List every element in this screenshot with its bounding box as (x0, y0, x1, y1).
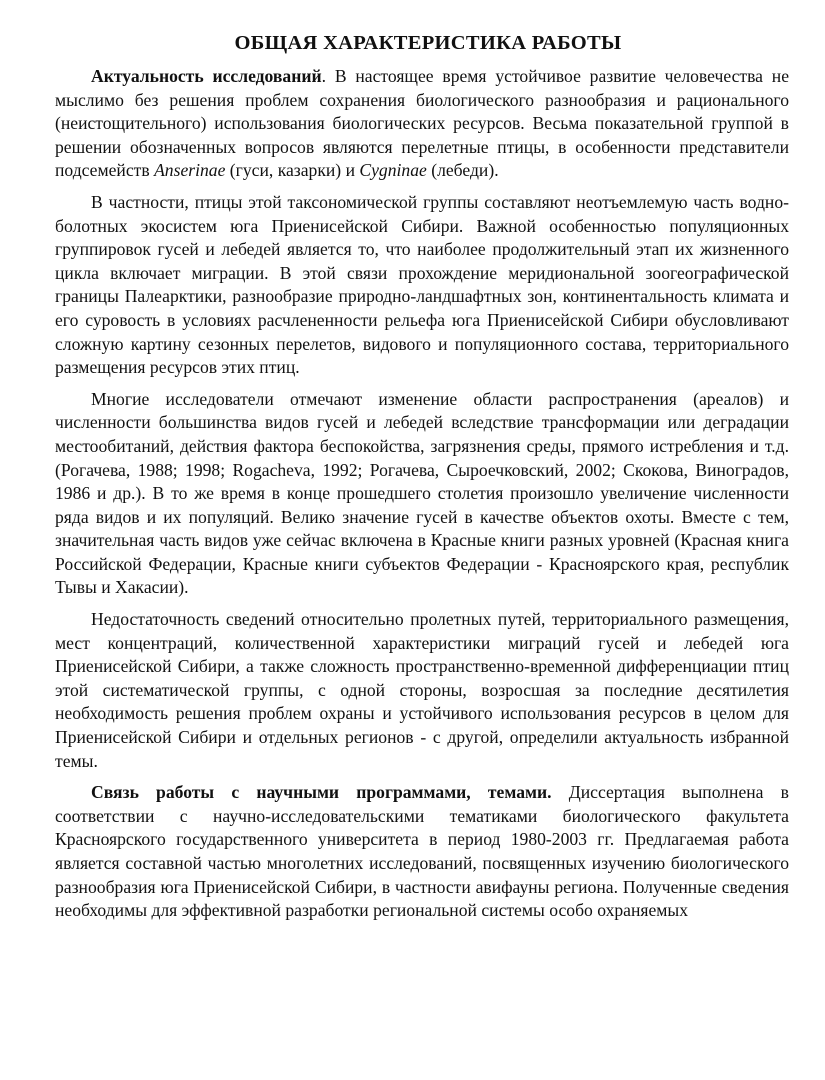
paragraph-text: . В настоящее время устойчивое развитие человечества не мыслимо без решения проблем сохранения биологического разнообразия и рационального (неистощительного) использования биологических ресурсов. Весьма показательной группой в решении обозначенных вопросов являются перелетные птицы, в особенности представители подсемейств (55, 66, 790, 181)
document-page (55, 32, 789, 931)
paragraph-programs (55, 781, 789, 923)
paragraph-text: (лебеди). (426, 160, 499, 181)
paragraph-text: (гуси, казарки) и (225, 160, 360, 181)
taxon-name: Cygninae (359, 160, 427, 181)
paragraph-insufficiency: Недостаточность сведений относительно пролетных путей, территориального размещения, мест концентраций, количественной характеристики миграций гусей и лебедей юга Приенисейской Сибири, а также сложность пространственно-временной дифференциации птиц этой систематической группы, с одной стороны, возросшая за последние десятилетия необходимость решения проблем охраны и устойчивого использования ресурсов в целом для Приенисейской Сибири и отдельных регионов - с другой, определили актуальность избранной темы. (55, 609, 789, 771)
paragraph-relevance (55, 65, 789, 183)
page-title: ОБЩАЯ ХАРАКТЕРИСТИКА РАБОТЫ (234, 32, 622, 54)
paragraph-researchers: Многие исследователи отмечают изменение области распространения (ареалов) и численности большинства видов гусей и лебедей вследствие трансформации или деградации местообитаний, действия фактора беспокойства, загрязнения среды, прямого истребления и т.д. (Рогачева, 1988; 1998; Rogacheva, 1992; Рогачева, Сыроечковский, 2002; Скокова, Виноградов, 1986 и др.). В то же время в конце прошедшего столетия произошло увеличение численности ряда видов и их популяций. Велико значение гусей в качестве объектов охоты. Вместе с тем, значительная часть видов уже сейчас включена в Красные книги разных уровней (Красная книга Российской Федерации, Красные книги субъектов Федерации - Красноярского края, республик Тывы и Хакасии). (55, 388, 789, 598)
paragraph-heading-relevance: Актуальность исследований (91, 66, 322, 86)
paragraph-taxonomy: В частности, птицы этой таксономической группы составляют неотъемлемую часть водно-болотных экосистем юга Приенисейской Сибири. Важной особенностью популяционных группировок гусей и лебедей является то, что наиболее продолжительный этап их жизненного цикла включает миграции. В этой связи прохождение меридиональной зоогеографической границы Палеарктики, разнообразие природно-ландшафтных зон, континентальность климата и его суровость в условиях расчлененности рельефа юга Приенисейской Сибири обусловливают сложную картину сезонных перелетов, видового и популяционного состава, территориального размещения ресурсов этих птиц. (55, 191, 789, 378)
taxon-name: Anserinae (154, 160, 226, 181)
paragraph-text: Диссертация выполнена в соответствии с научно-исследовательскими тематиками биологического факультета Красноярского государственного университета в период 1980-2003 гг. Предлагаемая работа является составной частью многолетних исследований, посвященных изучению биологического разнообразия юга Приенисейской Сибири, в частности авифауны региона. Полученные сведения необходимы для эффективной разработки региональной системы особо охраняемых (55, 782, 789, 921)
paragraph-heading-programs: Связь работы с научными программами, темами. (91, 782, 552, 803)
